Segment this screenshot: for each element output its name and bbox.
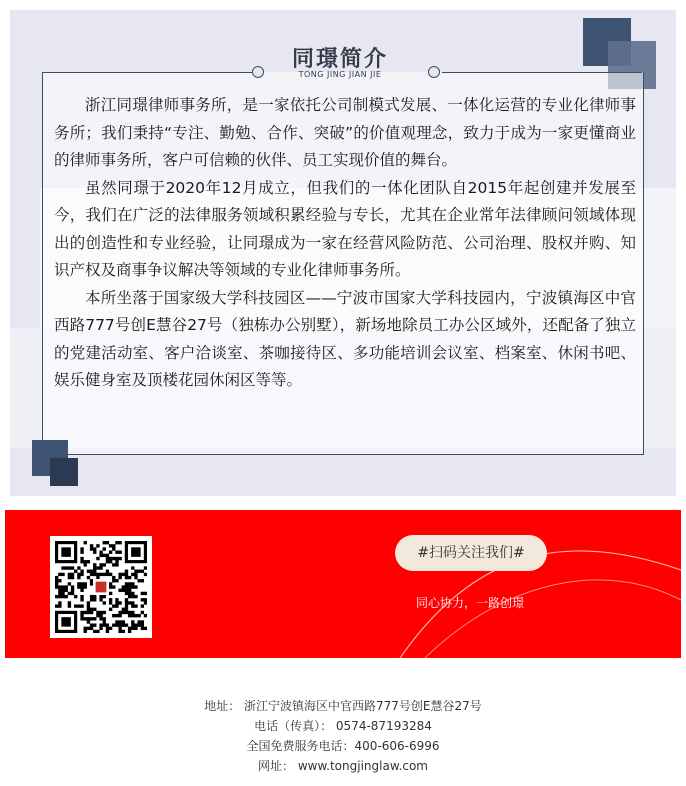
intro-text (54, 92, 636, 395)
slogan: 同心协力，一路创璟 (415, 596, 524, 610)
intro-paragraph: 虽然同璟于2020年12月成立，但我们的一体化团队自2015年起创建并发展至今，我们在广泛的法律服务领域积累经验与专长，尤其在企业常年法律顾问领域体现出的创造性和专业经验，让同璟成为一家在经营风险防范、公司治理、股权并购、知识产权及商事争议解决等领域的专业化律师事务所。 (54, 178, 636, 279)
qr-code-icon (55, 541, 147, 633)
qr-code[interactable] (50, 536, 152, 638)
frame-line (42, 72, 252, 73)
contact-info (0, 696, 686, 776)
website-link[interactable]: 网址： www.tongjinglaw.com (258, 759, 428, 773)
hotline-line: 全国免费服务电话：400-606-6996 (246, 739, 440, 753)
follow-banner (5, 510, 681, 658)
address-line: 地址： 浙江宁波镇海区中官西路777号创E慧谷27号 (204, 699, 482, 713)
phone-line: 电话（传真）： 0574-87193284 (254, 719, 432, 733)
section-title: 同璟简介 (291, 47, 388, 72)
scan-follow-label: #扫码关注我们# (395, 535, 547, 571)
intro-paragraph: 浙江同璟律师事务所，是一家依托公司制模式发展、一体化运营的专业化律师事务所；我们秉持“专注、勤勉、合作、突破”的价值观理念，致力于成为一家更懂商业的律师事务所，客户可信赖的伙伴、员工实现价值的舞台。 (54, 96, 636, 169)
intro-panel (10, 10, 676, 496)
frame-line (442, 72, 642, 73)
section-subtitle: TONG JING JIAN JIE (298, 70, 382, 79)
decorative-square (50, 458, 78, 486)
intro-paragraph: 本所坐落于国家级大学科技园区——宁波市国家大学科技园内，宁波镇海区中官西路777号创E慧谷27号（独栋办公别墅），新场地除员工办公区域外，还配备了独立的党建活动室、客户洽谈室、茶咖接待区、多功能培训会议室、档案室、休闲书吧、娱乐健身室及顶楼花园休闲区等等。 (54, 288, 636, 389)
